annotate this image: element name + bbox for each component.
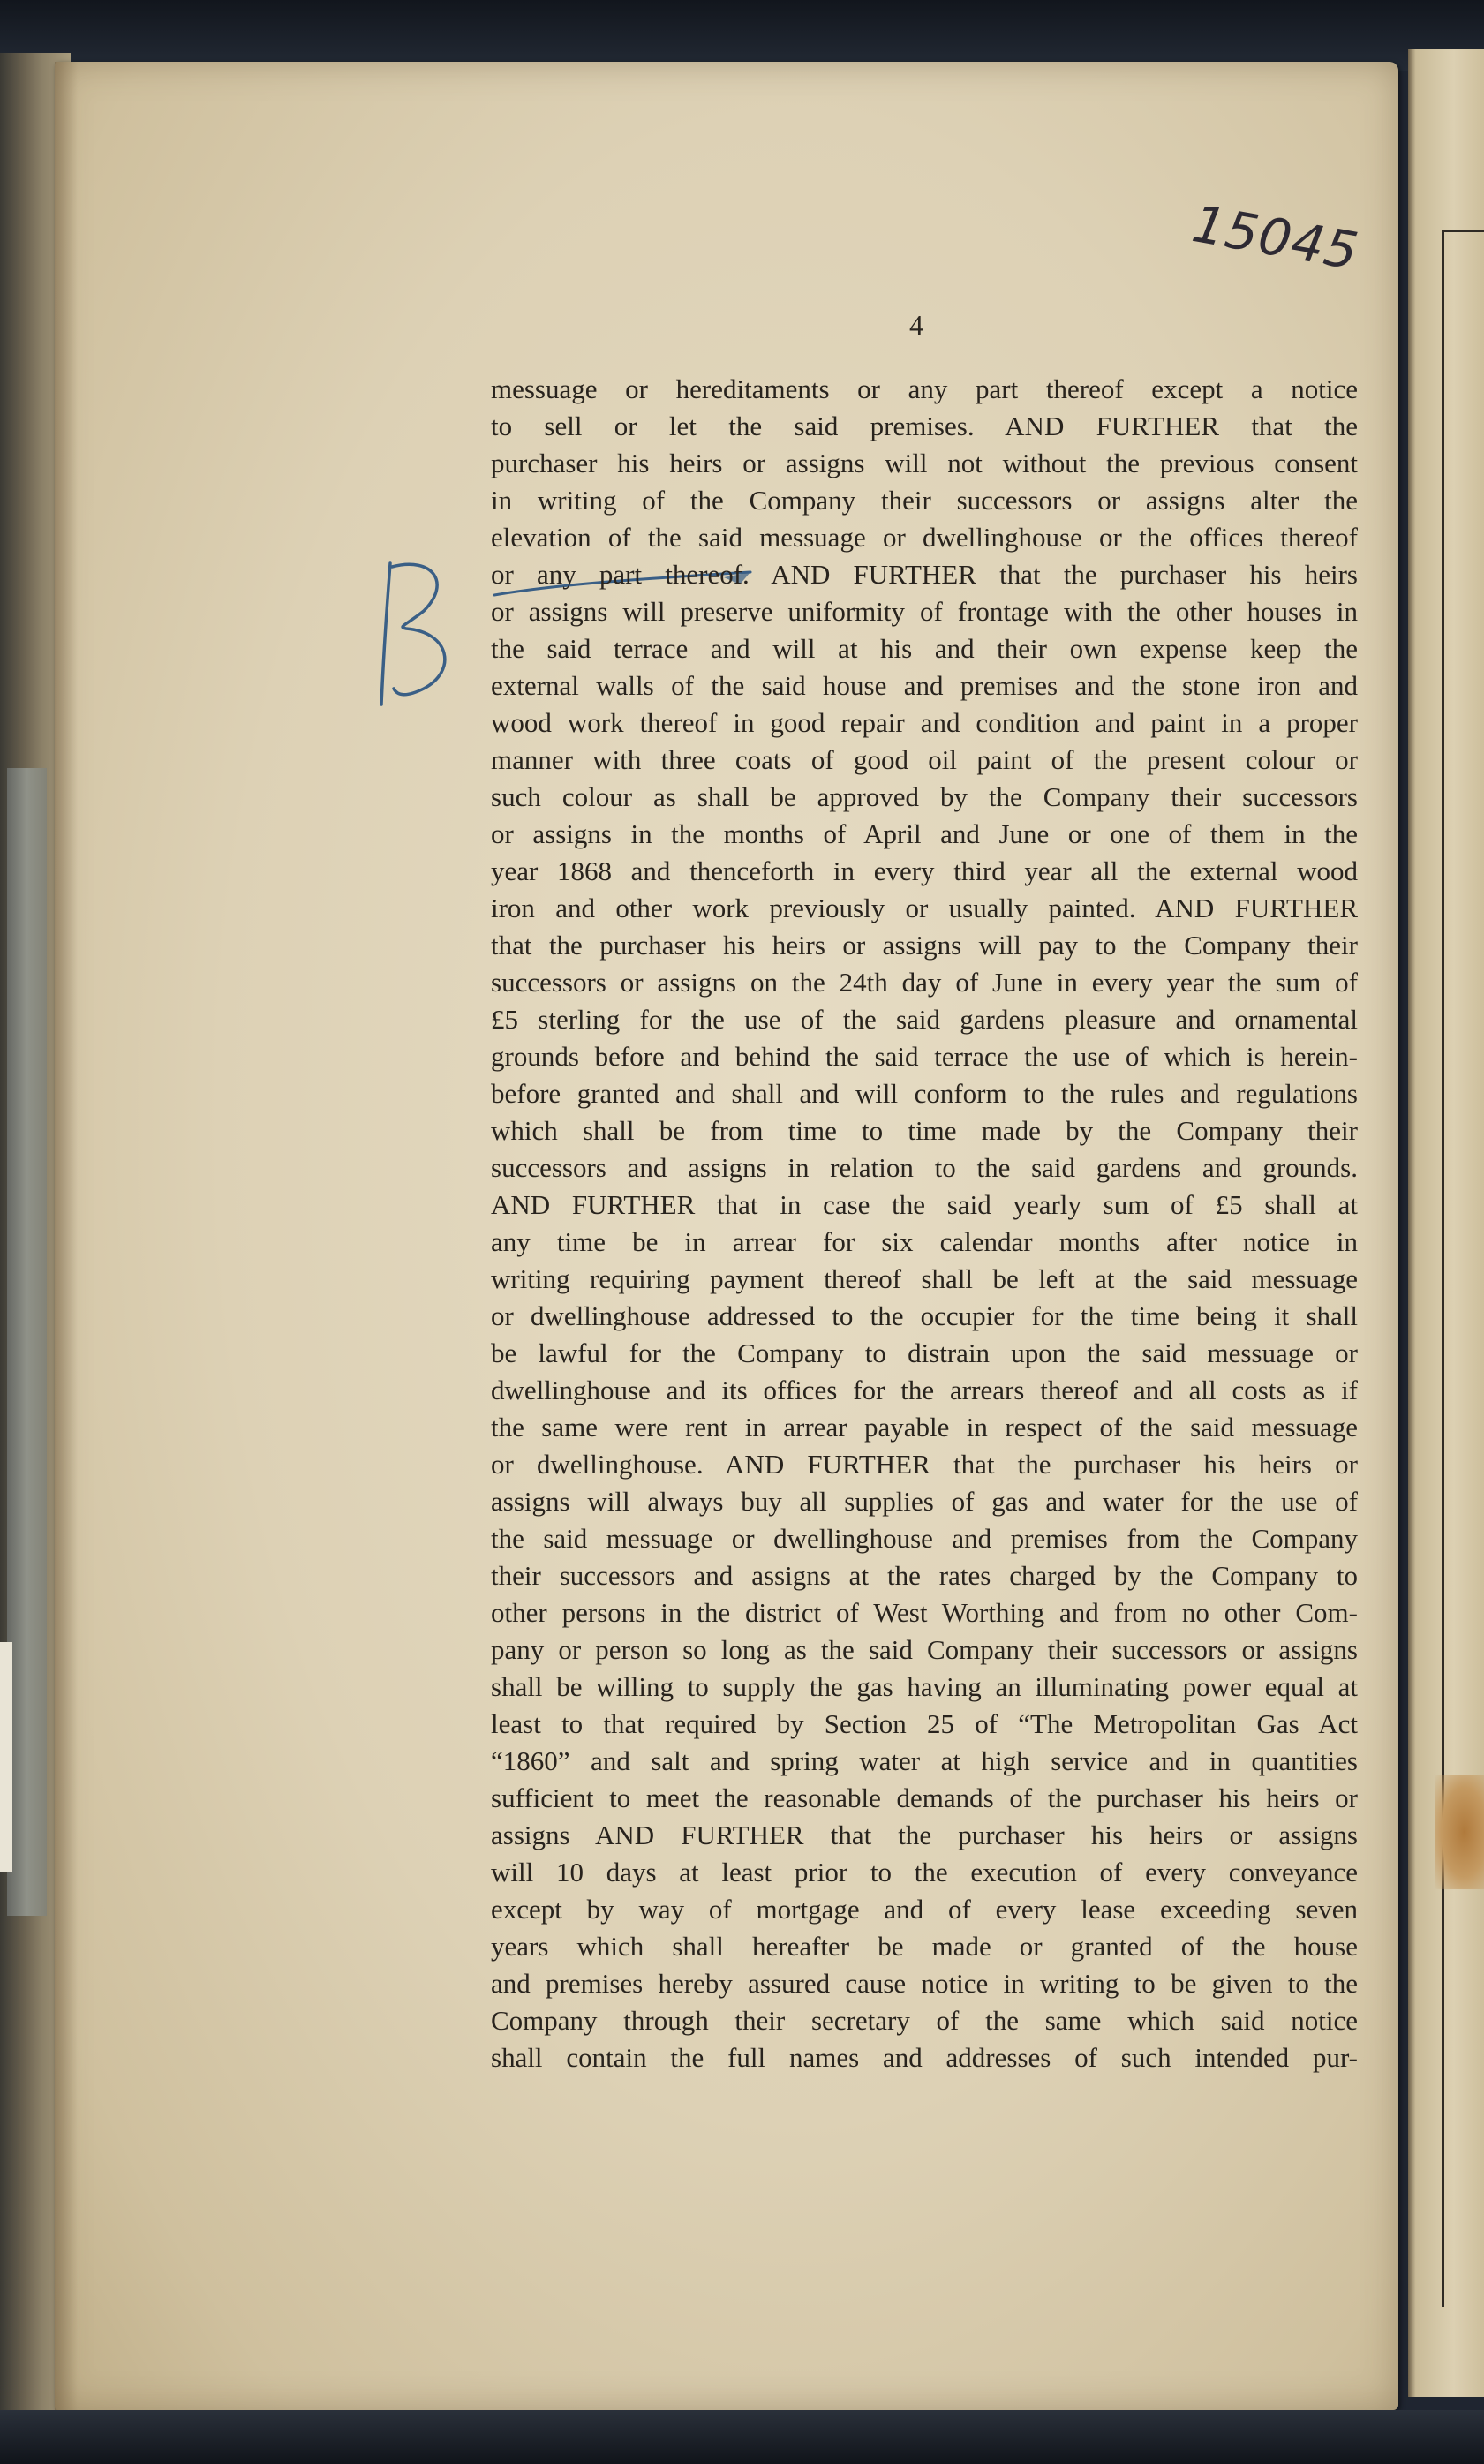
text-line: iron and other work previously or usually painted. AND FURTHER	[491, 893, 1358, 923]
text-line: any time be in arrear for six calendar months after notice in	[491, 1226, 1358, 1257]
text-line: the said terrace and will at his and their own expense keep the	[491, 633, 1358, 664]
text-line: or any part thereof. AND FURTHER that the purchaser his heirs	[491, 559, 1358, 590]
text-line: shall contain the full names and addresses of such intended pur-	[491, 2042, 1358, 2073]
text-line: Company through their secretary of the same which said notice	[491, 2005, 1358, 2036]
next-page-stain	[1435, 1775, 1484, 1889]
text-line: which shall be from time to time made by the Company their	[491, 1115, 1358, 1146]
text-line: pany or person so long as the said Company their successors or assigns	[491, 1634, 1358, 1665]
text-line: such colour as shall be approved by the Company their successors	[491, 781, 1358, 812]
text-line: assigns will always buy all supplies of gas and water for the use of	[491, 1486, 1358, 1517]
text-line: messuage or hereditaments or any part thereof except a notice	[491, 373, 1358, 404]
text-line: years which shall hereafter be made or granted of the house	[491, 1931, 1358, 1962]
text-line: sufficient to meet the reasonable demands of the purchaser his heirs or	[491, 1782, 1358, 1813]
next-page-frame	[1442, 230, 1484, 2307]
text-line: except by way of mortgage and of every lease exceeding seven	[491, 1894, 1358, 1925]
text-line: or dwellinghouse addressed to the occupier for the time being it shall	[491, 1300, 1358, 1331]
text-line: be lawful for the Company to distrain upon the said messuage or	[491, 1337, 1358, 1368]
spine-binding-strip	[7, 768, 47, 1916]
text-line: the same were rent in arrear payable in respect of the said messuage	[491, 1412, 1358, 1443]
text-line: that the purchaser his heirs or assigns will pay to the Company their	[491, 930, 1358, 961]
text-line: manner with three coats of good oil paint of the present colour or	[491, 744, 1358, 775]
text-line: before granted and shall and will conform to the rules and regulations	[491, 1078, 1358, 1109]
page-number: 4	[909, 309, 923, 341]
text-line: will 10 days at least prior to the execution of every conveyance	[491, 1857, 1358, 1888]
text-line: successors and assigns in relation to the said gardens and grounds.	[491, 1152, 1358, 1183]
text-line: their successors and assigns at the rates charged by the Company to	[491, 1560, 1358, 1591]
text-line: £5 sterling for the use of the said gardens pleasure and ornamental	[491, 1004, 1358, 1035]
text-line: grounds before and behind the said terrace the use of which is herein-	[491, 1041, 1358, 1072]
text-line: other persons in the district of West Worthing and from no other Com-	[491, 1597, 1358, 1628]
body-text	[491, 371, 1358, 2076]
text-line: shall be willing to supply the gas having an illuminating power equal at	[491, 1671, 1358, 1702]
text-line: least to that required by Section 25 of “The Metropolitan Gas Act	[491, 1708, 1358, 1739]
text-line: wood work thereof in good repair and condition and paint in a proper	[491, 707, 1358, 738]
backdrop-top	[0, 0, 1484, 71]
text-line: and premises hereby assured cause notice in writing to be given to the	[491, 1968, 1358, 1999]
text-line: purchaser his heirs or assigns will not without the previous consent	[491, 448, 1358, 478]
text-line: dwellinghouse and its offices for the arrears thereof and all costs as if	[491, 1375, 1358, 1405]
text-line: in writing of the Company their successors or assigns alter the	[491, 485, 1358, 516]
text-line: elevation of the said messuage or dwellinghouse or the offices thereof	[491, 522, 1358, 553]
text-line: year 1868 and thenceforth in every third year all the external wood	[491, 855, 1358, 886]
spine-label	[0, 1642, 12, 1872]
text-line: writing requiring payment thereof shall be left at the said messuage	[491, 1263, 1358, 1294]
text-line: or assigns will preserve uniformity of frontage with the other houses in	[491, 596, 1358, 627]
text-line: assigns AND FURTHER that the purchaser his heirs or assigns	[491, 1820, 1358, 1850]
text-line: AND FURTHER that in case the said yearly sum of £5 shall at	[491, 1189, 1358, 1220]
text-line: or dwellinghouse. AND FURTHER that the purchaser his heirs or	[491, 1449, 1358, 1480]
text-line: to sell or let the said premises. AND FURTHER that the	[491, 411, 1358, 441]
text-line: successors or assigns on the 24th day of June in every year the sum of	[491, 967, 1358, 998]
backdrop-bottom	[0, 2410, 1484, 2464]
text-line: external walls of the said house and premises and the stone iron and	[491, 670, 1358, 701]
text-line: the said messuage or dwellinghouse and premises from the Company	[491, 1523, 1358, 1554]
archive-number: 15045	[1187, 193, 1363, 282]
text-line: or assigns in the months of April and June or one of them in the	[491, 818, 1358, 849]
page-gutter-shadow	[55, 62, 78, 2410]
margin-annotation-text: B	[371, 547, 372, 548]
text-line: “1860” and salt and spring water at high service and in quantities	[491, 1745, 1358, 1776]
